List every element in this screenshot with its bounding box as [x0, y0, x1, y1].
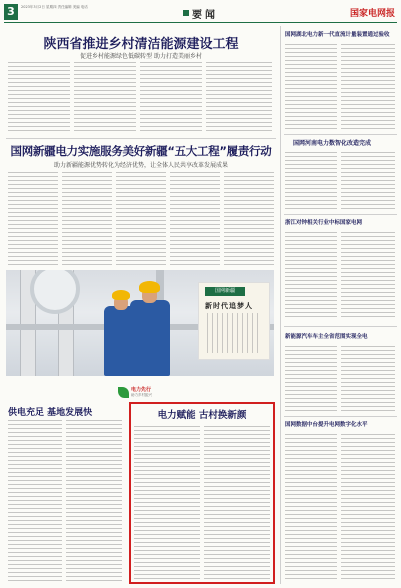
- article-text: [285, 346, 337, 412]
- stamp-badge: 国网新疆: [205, 287, 245, 296]
- article-text: [285, 44, 337, 130]
- stamp-motto: 新时代追梦人: [205, 302, 253, 310]
- article-text: [341, 434, 395, 582]
- right-headline-2: 国网河南电力数智化改造完成: [293, 140, 372, 147]
- headline-power-supply: 供电充足 基地发展快: [8, 408, 93, 418]
- article-text: [204, 426, 270, 580]
- divider: [6, 138, 276, 139]
- divider: [284, 214, 397, 215]
- right-headline-3: 浙江对钟相关行业中标国家电网: [285, 220, 363, 226]
- article-text: [341, 232, 395, 320]
- divider: [284, 326, 397, 327]
- article-text: [8, 172, 58, 266]
- article-text: [206, 62, 272, 134]
- article-text: [341, 152, 395, 210]
- column-divider: [280, 26, 281, 584]
- article-text: [285, 434, 337, 582]
- divider: [284, 416, 397, 417]
- logo-text: 电力先行: [131, 387, 152, 393]
- newspaper-brand: 国家电网报: [349, 9, 395, 19]
- issue-meta: 2023年3月2日 星期四 责任编辑 美编 电话: [21, 5, 88, 9]
- header-rule: [4, 22, 397, 23]
- right-headline-1: 国网湖北电力新一代直流计量装置通过验收: [285, 32, 390, 38]
- divider: [284, 134, 397, 135]
- article-text: [116, 172, 166, 266]
- headline-xinjiang: 国网新疆电力实施服务美好新疆“五大工程”履责行动: [10, 144, 272, 158]
- headline-shaanxi: 陕西省推进乡村清洁能源建设工程: [43, 37, 239, 52]
- page-number: 3: [4, 4, 18, 20]
- article-text: [341, 346, 395, 412]
- logo-subtext: 助力乡村振兴: [131, 393, 152, 397]
- section-logo: [118, 385, 158, 401]
- helmet-icon: [112, 290, 130, 300]
- article-text: [140, 62, 202, 134]
- subhead-shaanxi: 促进乡村能源绿色低碳转型 助力打造美丽乡村: [80, 53, 202, 60]
- article-text: [224, 172, 274, 266]
- article-text: [341, 44, 395, 130]
- brand-stamp: [198, 282, 270, 360]
- section-title: 要闻: [192, 6, 218, 21]
- article-text: [170, 172, 220, 266]
- article-text: [285, 152, 337, 210]
- article-text: [285, 232, 337, 320]
- page-header: [4, 4, 397, 22]
- article-text: [62, 172, 112, 266]
- article-text: [134, 426, 200, 580]
- article-text: [74, 62, 136, 134]
- leaf-icon: [118, 387, 129, 398]
- right-headline-5: 国网数据中台提升电网数字化水平: [285, 422, 368, 428]
- right-headline-4: 新能源汽车车主全省范围实现全电: [285, 334, 368, 340]
- helmet-icon: [139, 281, 160, 293]
- article-text: [8, 62, 70, 134]
- headline-ancient-village: 电力赋能 古村换新颜: [157, 410, 247, 421]
- article-text: [8, 420, 62, 582]
- article-text: [66, 420, 122, 582]
- subhead-xinjiang: 助力新疆能源优势转化为经济优势，让全体人民共享改革发展成果: [53, 162, 228, 169]
